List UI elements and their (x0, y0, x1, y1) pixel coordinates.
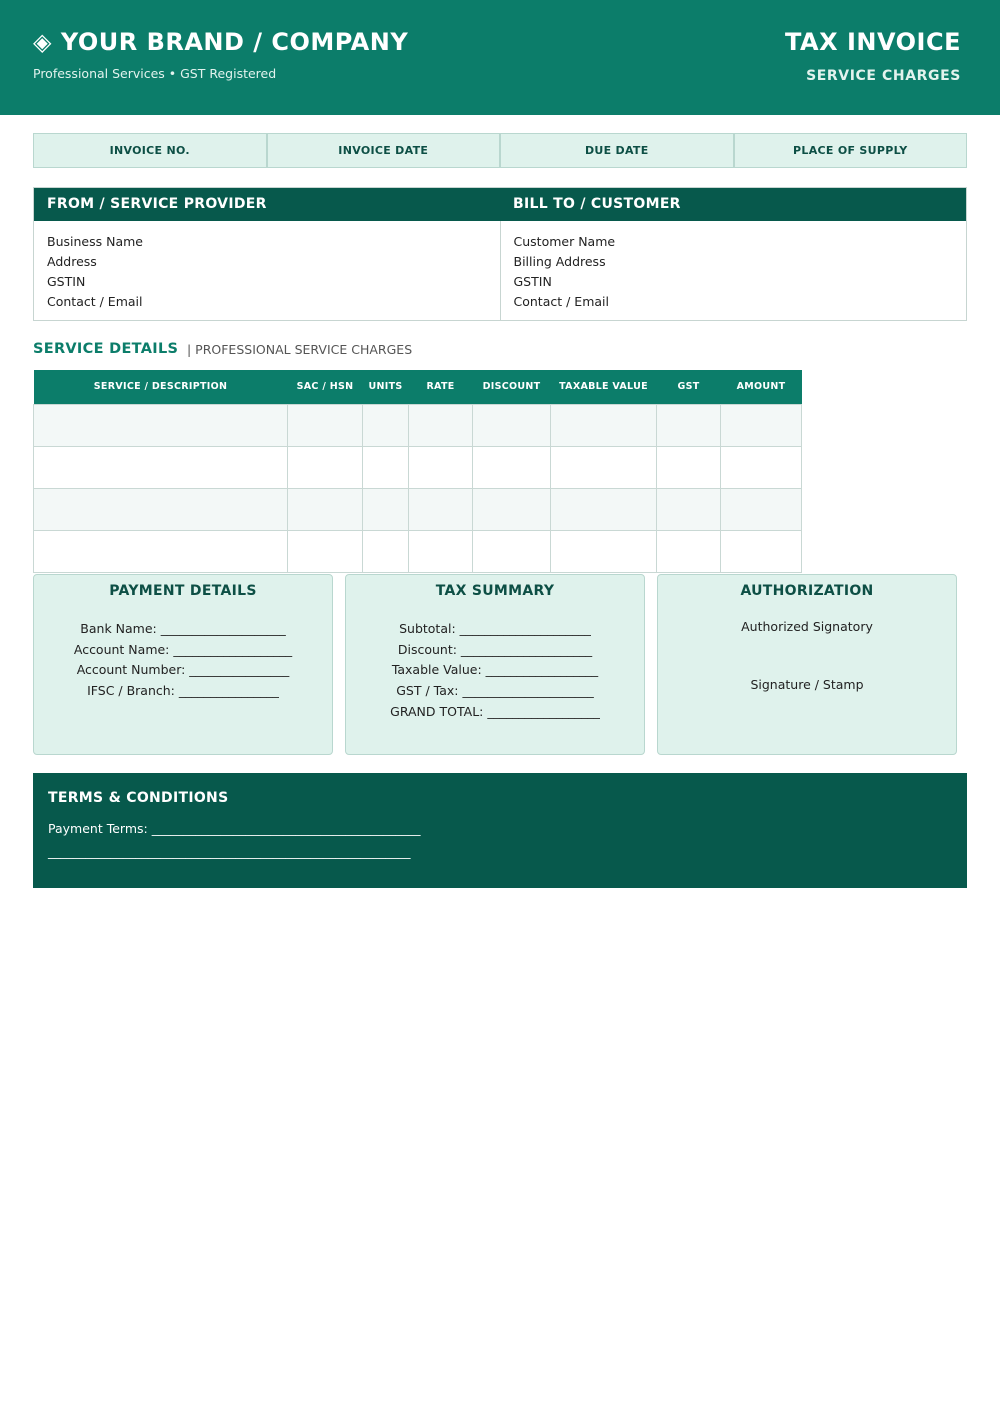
table-cell[interactable] (288, 446, 363, 488)
table-cell[interactable] (473, 404, 551, 446)
table-cell[interactable] (409, 404, 473, 446)
table-cell[interactable] (409, 446, 473, 488)
from-block[interactable] (34, 221, 500, 320)
col-taxable-value: TAXABLE VALUE (551, 370, 657, 404)
table-cell[interactable] (409, 530, 473, 572)
tax-summary-card (345, 574, 645, 755)
table-row (34, 404, 802, 446)
payment-details-title: PAYMENT DETAILS (109, 583, 257, 599)
col-units: UNITS (363, 370, 409, 404)
table-cell[interactable] (551, 488, 657, 530)
table-cell[interactable] (34, 530, 288, 572)
discount-line[interactable]: Discount: _____________________ (397, 641, 593, 657)
col-sac-hsn: SAC / HSN (288, 370, 363, 404)
table-cell[interactable] (363, 446, 409, 488)
authorization-card (657, 574, 957, 755)
brand-name: ◈ YOUR BRAND / COMPANY (33, 28, 409, 56)
from-heading: FROM / SERVICE PROVIDER (47, 196, 267, 212)
subtotal-line[interactable]: Subtotal: _____________________ (399, 621, 591, 636)
signature-stamp-label[interactable]: Signature / Stamp (750, 677, 864, 692)
table-cell[interactable] (721, 488, 802, 530)
bill-to-line: Billing Address (513, 254, 606, 269)
table-row (34, 530, 802, 572)
table-cell[interactable] (288, 488, 363, 530)
col-rate: RATE (409, 370, 473, 404)
col-service-description: SERVICE / DESCRIPTION (34, 370, 288, 404)
from-line: GSTIN (47, 274, 86, 289)
col-amount: AMOUNT (721, 370, 802, 404)
terms-conditions (33, 773, 967, 888)
table-cell[interactable] (551, 404, 657, 446)
bill-to-heading: BILL TO / CUSTOMER (513, 196, 681, 212)
table-cell[interactable] (657, 530, 721, 572)
party-header (34, 188, 966, 221)
table-cell[interactable] (363, 488, 409, 530)
service-table-header (34, 370, 802, 404)
terms-title: TERMS & CONDITIONS (48, 790, 229, 806)
due-date-field[interactable]: DUE DATE (500, 133, 734, 168)
table-cell[interactable] (721, 530, 802, 572)
table-cell[interactable] (34, 488, 288, 530)
table-cell[interactable] (363, 404, 409, 446)
brand-tagline: Professional Services • GST Registered (33, 66, 277, 81)
table-cell[interactable] (34, 404, 288, 446)
invoice-meta-row (33, 133, 967, 168)
bill-to-line: GSTIN (513, 274, 552, 289)
table-cell[interactable] (657, 488, 721, 530)
payment-details-card (33, 574, 333, 755)
table-cell[interactable] (288, 530, 363, 572)
bank-name-line[interactable]: Bank Name: ____________________ (80, 621, 286, 636)
tax-summary-title: TAX SUMMARY (435, 583, 555, 599)
bill-to-line: Contact / Email (513, 294, 609, 309)
account-number-line[interactable]: Account Number: ________________ (76, 662, 290, 678)
table-cell[interactable] (551, 446, 657, 488)
table-cell[interactable] (409, 488, 473, 530)
table-cell[interactable] (34, 446, 288, 488)
table-row (34, 488, 802, 530)
table-cell[interactable] (721, 446, 802, 488)
bill-to-line: Customer Name (513, 234, 616, 249)
table-cell[interactable] (473, 446, 551, 488)
invoice-header (0, 0, 1000, 115)
table-cell[interactable] (657, 404, 721, 446)
gst-tax-line[interactable]: GST / Tax: _____________________ (396, 683, 594, 699)
from-line: Address (47, 254, 97, 269)
invoice-number-field[interactable]: INVOICE NO. (33, 133, 267, 168)
from-line: Contact / Email (47, 294, 143, 309)
table-cell[interactable] (657, 446, 721, 488)
place-of-supply-field[interactable]: PLACE OF SUPPLY (734, 133, 968, 168)
invoice-date-field[interactable]: INVOICE DATE (267, 133, 501, 168)
table-cell[interactable] (473, 488, 551, 530)
col-gst: GST (657, 370, 721, 404)
terms-blank-line[interactable]: __________________________________________________________ (48, 844, 411, 859)
table-cell[interactable] (721, 404, 802, 446)
party-details (33, 187, 967, 321)
service-table (33, 370, 802, 573)
table-row (34, 446, 802, 488)
ifsc-branch-line[interactable]: IFSC / Branch: ________________ (87, 683, 279, 699)
document-subtitle: SERVICE CHARGES (806, 68, 961, 84)
payment-terms-line[interactable]: Payment Terms: ___________________________________________ (48, 821, 421, 836)
table-cell[interactable] (363, 530, 409, 572)
from-line: Business Name (47, 234, 143, 249)
service-details-subtitle: | PROFESSIONAL SERVICE CHARGES (187, 342, 413, 357)
col-discount: DISCOUNT (473, 370, 551, 404)
service-details-title: SERVICE DETAILS (33, 341, 179, 357)
table-cell[interactable] (473, 530, 551, 572)
document-title: TAX INVOICE (785, 28, 961, 56)
taxable-value-line[interactable]: Taxable Value: __________________ (391, 662, 599, 678)
bill-to-block[interactable] (500, 221, 967, 320)
table-cell[interactable] (288, 404, 363, 446)
authorized-signatory-label: Authorized Signatory (741, 619, 873, 634)
table-cell[interactable] (551, 530, 657, 572)
grand-total-line[interactable]: GRAND TOTAL: __________________ (390, 703, 600, 719)
authorization-title: AUTHORIZATION (740, 583, 874, 599)
account-name-line[interactable]: Account Name: ___________________ (73, 641, 293, 657)
